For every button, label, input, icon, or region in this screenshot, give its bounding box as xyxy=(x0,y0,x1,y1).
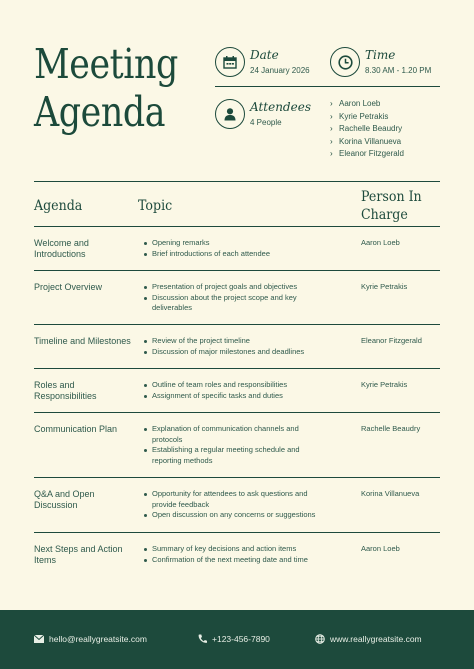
topic-item: Discussion of major milestones and deadlines xyxy=(142,347,330,358)
attendee-item: › Eleanor Fitzgerald xyxy=(330,148,404,161)
footer-website[interactable] xyxy=(315,634,422,644)
date-label: Date xyxy=(250,48,279,62)
topic-item: Explanation of communication channels and protocols xyxy=(142,424,330,445)
person-cell: Aaron Loeb xyxy=(361,238,400,247)
person-cell: Kyrie Petrakis xyxy=(361,282,408,291)
attendee-item: › Aaron Loeb xyxy=(330,98,404,111)
topic-item: Establishing a regular meeting schedule and reporting methods xyxy=(142,445,330,466)
chevron-right-icon: › xyxy=(330,136,333,146)
person-cell: Rachelle Beaudry xyxy=(361,424,421,433)
topic-list xyxy=(142,489,330,521)
phone-text: +123-456-7890 xyxy=(212,634,270,644)
time-label: Time xyxy=(365,48,396,62)
website-text: www.reallygreatsite.com xyxy=(330,634,422,644)
topic-item: Assignment of specific tasks and duties xyxy=(142,391,330,402)
topic-list xyxy=(142,424,330,466)
globe-icon xyxy=(315,634,325,644)
footer xyxy=(0,610,474,669)
attendees-count: 4 People xyxy=(250,118,282,127)
table-top-divider xyxy=(34,181,440,182)
footer-phone[interactable] xyxy=(198,634,270,644)
topic-item: Discussion about the project scope and key deliverables xyxy=(142,293,330,314)
column-header-person: Person In Charge xyxy=(361,189,422,223)
date-value: 24 January 2026 xyxy=(250,66,310,75)
topic-item: Brief introductions of each attendee xyxy=(142,249,330,260)
attendee-item: › Kyrie Petrakis xyxy=(330,111,404,124)
person-cell: Korina Villanueva xyxy=(361,489,420,498)
row-divider xyxy=(34,324,440,325)
agenda-cell: Roles and Responsibilities xyxy=(34,380,97,401)
agenda-cell: Project Overview xyxy=(34,282,103,292)
chevron-right-icon: › xyxy=(330,124,333,133)
attendee-list xyxy=(330,98,404,161)
agenda-cell: Q&A and Open Discussion xyxy=(34,489,95,510)
topic-item: Presentation of project goals and objectives xyxy=(142,282,330,293)
attendee-item: › Rachelle Beaudry xyxy=(330,123,404,136)
agenda-cell: Communication Plan xyxy=(34,424,118,434)
table-header-divider xyxy=(34,226,440,227)
topic-item: Opening remarks xyxy=(142,238,330,249)
agenda-cell: Timeline and Milestones xyxy=(34,336,131,346)
row-divider xyxy=(34,532,440,533)
topic-list xyxy=(142,544,330,565)
topic-list xyxy=(142,238,330,259)
page-title xyxy=(34,40,238,136)
topic-item: Summary of key decisions and action items xyxy=(142,544,330,555)
chevron-right-icon: › xyxy=(330,149,333,158)
topic-item: Open discussion on any concerns or suggestions xyxy=(142,510,330,521)
title-line-1: Meeting xyxy=(34,40,178,88)
title-line-2: Agenda xyxy=(34,88,166,136)
attendees-label: Attendees xyxy=(250,100,311,114)
footer-email[interactable] xyxy=(34,634,147,644)
topic-item: Review of the project timeline xyxy=(142,336,330,347)
column-header-agenda: Agenda xyxy=(34,198,83,214)
clock-icon xyxy=(330,47,360,77)
person-cell: Kyrie Petrakis xyxy=(361,380,408,389)
email-icon xyxy=(34,635,44,643)
attendee-item: › Korina Villanueva xyxy=(330,136,404,149)
time-value: 8.30 AM - 1.20 PM xyxy=(365,66,432,75)
row-divider xyxy=(34,368,440,369)
topic-list xyxy=(142,282,330,314)
person-cell: Aaron Loeb xyxy=(361,544,400,553)
topic-item: Confirmation of the next meeting date and time xyxy=(142,555,330,566)
calendar-icon xyxy=(215,47,245,77)
agenda-cell: Welcome and Introductions xyxy=(34,238,89,259)
agenda-cell: Next Steps and Action Items xyxy=(34,544,123,565)
topic-list xyxy=(142,380,330,401)
chevron-right-icon: › xyxy=(330,99,333,108)
topic-list xyxy=(142,336,330,357)
info-divider xyxy=(215,86,440,87)
row-divider xyxy=(34,412,440,413)
chevron-right-icon: › xyxy=(330,111,333,121)
topic-item: Outline of team roles and responsibilities xyxy=(142,380,330,391)
row-divider xyxy=(34,270,440,271)
phone-icon xyxy=(198,634,207,644)
email-text: hello@reallygreatsite.com xyxy=(49,634,147,644)
row-divider xyxy=(34,477,440,478)
person-cell: Eleanor Fitzgerald xyxy=(361,336,422,345)
person-icon xyxy=(215,99,245,129)
topic-item: Opportunity for attendees to ask questions and provide feedback xyxy=(142,489,330,510)
column-header-topic: Topic xyxy=(138,198,173,214)
